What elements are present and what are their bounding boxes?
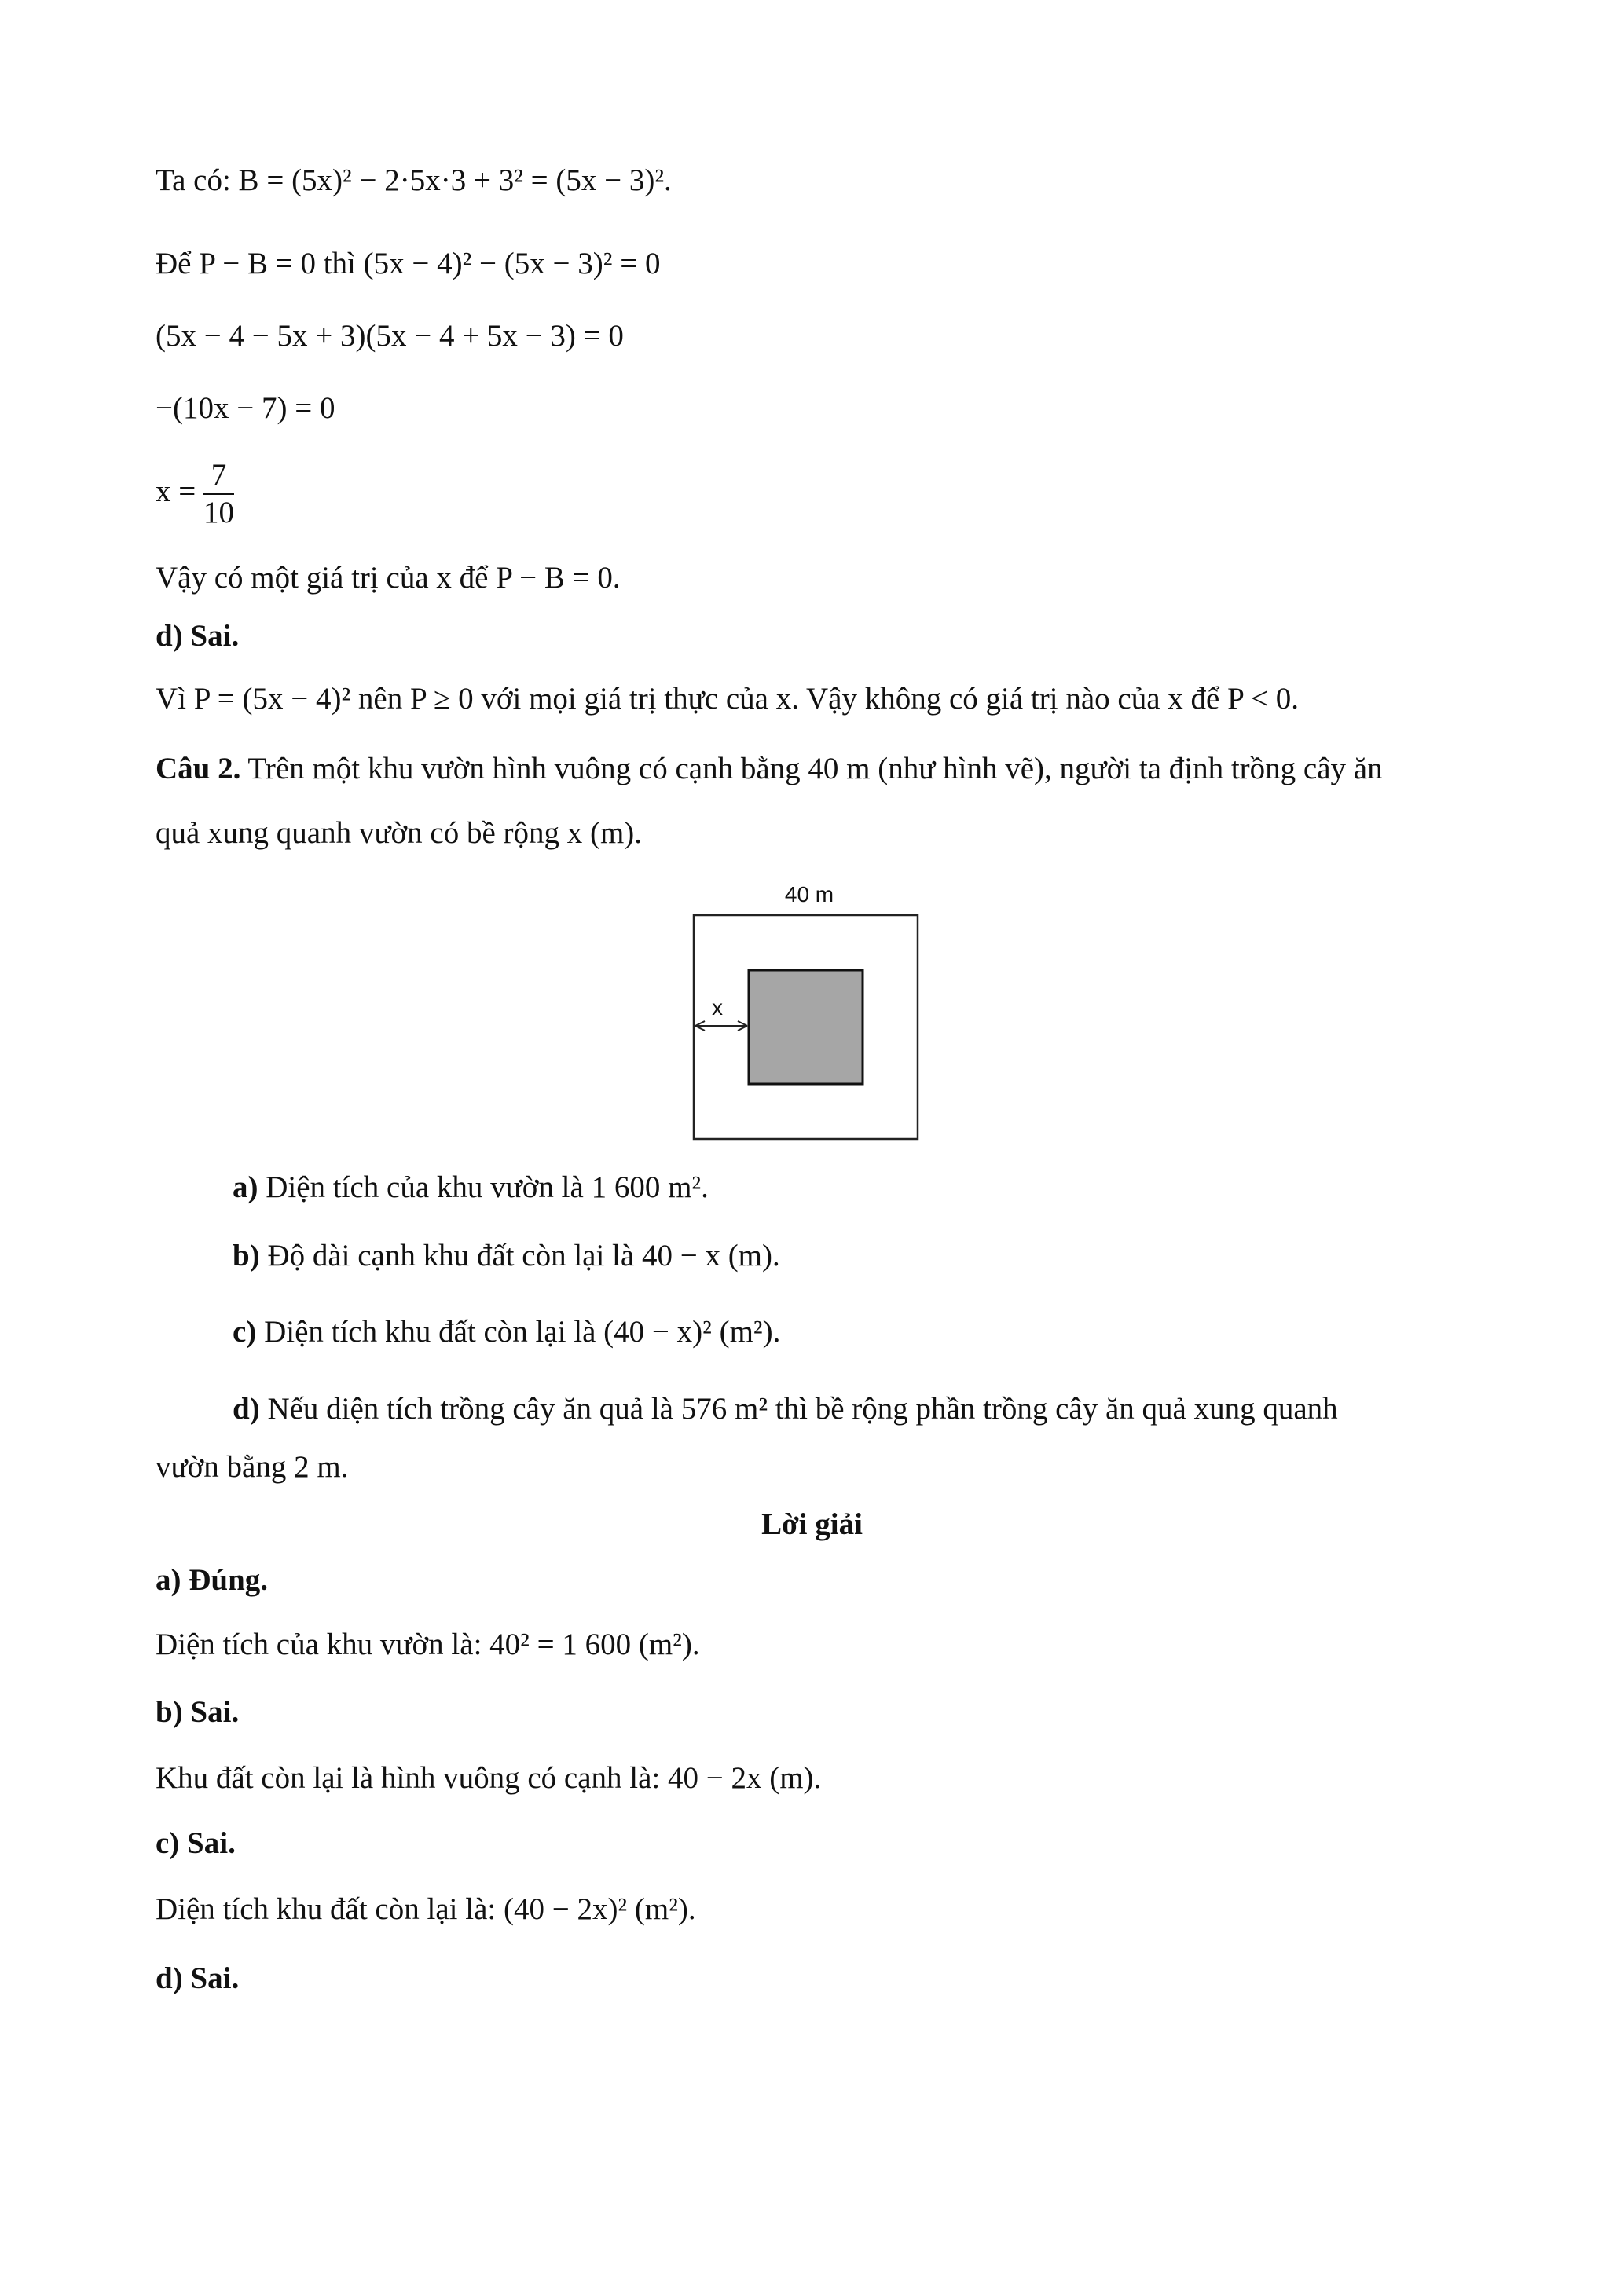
garden-figure bbox=[691, 880, 927, 1151]
width-label: x bbox=[712, 995, 723, 1020]
solution-line-5 bbox=[156, 457, 234, 531]
question-label: Câu 2. bbox=[156, 752, 241, 785]
fraction bbox=[203, 457, 234, 531]
fraction-numerator: 7 bbox=[203, 457, 234, 495]
statement-b-text: Độ dài cạnh khu đất còn lại là 40 − x (m). bbox=[259, 1239, 780, 1273]
solution-line-4: −(10x − 7) = 0 bbox=[156, 391, 335, 425]
answer-b-text: Khu đất còn lại là hình vuông có cạnh là: 40 − 2x (m). bbox=[156, 1761, 822, 1795]
statement-a-label: a) bbox=[233, 1170, 258, 1204]
part-d-text: Vì P = (5x − 4)² nên P ≥ 0 với mọi giá trị thực của x. Vậy không có giá trị nào của x để P < 0. bbox=[156, 682, 1300, 716]
fraction-lhs: x = bbox=[156, 474, 196, 508]
fraction-denominator: 10 bbox=[203, 496, 234, 529]
statement-d-continued: vườn bằng 2 m. bbox=[156, 1450, 349, 1484]
statement-d-text: Nếu diện tích trồng cây ăn quả là 576 m² thì bề rộng phần trồng cây ăn quả xung quanh bbox=[259, 1392, 1338, 1426]
statement-a bbox=[233, 1169, 709, 1207]
answer-d-label: d) Sai. bbox=[156, 1961, 240, 1995]
solution-line-6: Vậy có một giá trị của x để P − B = 0. bbox=[156, 561, 621, 595]
statement-c bbox=[233, 1313, 780, 1351]
question-text-2: quả xung quanh vườn có bề rộng x (m). bbox=[156, 816, 643, 850]
solution-line-1: Ta có: B = (5x)² − 2·5x·3 + 3² = (5x − 3)². bbox=[156, 163, 672, 197]
answer-c-label: c) Sai. bbox=[156, 1826, 236, 1860]
statement-a-text: Diện tích của khu vườn là 1 600 m². bbox=[258, 1170, 709, 1204]
answer-c-text: Diện tích khu đất còn lại là: (40 − 2x)² (m²). bbox=[156, 1892, 696, 1926]
answer-b-label: b) Sai. bbox=[156, 1695, 240, 1729]
part-d-label: d) Sai. bbox=[156, 619, 240, 653]
solution-title: Lời giải bbox=[761, 1507, 863, 1541]
statement-d bbox=[233, 1390, 1338, 1428]
statement-b-label: b) bbox=[233, 1239, 260, 1273]
statement-d-label: d) bbox=[233, 1392, 260, 1426]
statement-b bbox=[233, 1237, 780, 1275]
outer-side-label: 40 m bbox=[784, 882, 834, 906]
answer-a-label: a) Đúng. bbox=[156, 1563, 269, 1597]
question-text-1: Trên một khu vườn hình vuông có cạnh bằng 40 m (như hình vẽ), người ta định trồng cây ăn bbox=[240, 752, 1383, 785]
statement-c-text: Diện tích khu đất còn lại là (40 − x)² (m²). bbox=[256, 1315, 781, 1349]
inner-square bbox=[749, 970, 863, 1084]
solution-line-2: Để P − B = 0 thì (5x − 4)² − (5x − 3)² = 0 bbox=[156, 247, 661, 280]
statement-c-label: c) bbox=[233, 1315, 257, 1349]
question-2 bbox=[156, 750, 1383, 788]
answer-a-text: Diện tích của khu vườn là: 40² = 1 600 (m²). bbox=[156, 1628, 700, 1661]
solution-line-3: (5x − 4 − 5x + 3)(5x − 4 + 5x − 3) = 0 bbox=[156, 319, 624, 353]
